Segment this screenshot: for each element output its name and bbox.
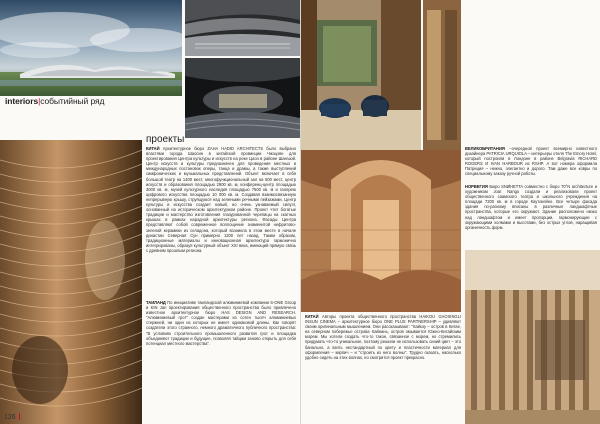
- photo-arts-center: [0, 0, 182, 96]
- country-thailand: ТАИЛАНД: [146, 300, 166, 305]
- photo-auditorium: [185, 58, 300, 138]
- photo-aluminum-grotto: [0, 140, 142, 424]
- country-china: КИТАЙ: [146, 146, 160, 151]
- article-text: –очередной проект всемирно известного дизайнера PATRICIA URQUIOLA – интерьеры отеля The Emory Hotel, который построили в Лондоне в районе Belgravia RICHARD ROGERS И IVAN HARBOUR из RSHP. А вот номера оформила Патриция – нежно, элегантно и дорого. Там даже все ковры по специальному заказу ручной работы.: [465, 146, 597, 177]
- article-norway: [465, 184, 597, 248]
- photo-emory-wall: [423, 0, 461, 150]
- photo-sami-theatre: [465, 250, 600, 424]
- rubric-left: interiors: [5, 96, 39, 106]
- country-china-2: КИТАЙ: [305, 314, 319, 319]
- section-rubric: interiors|событийный ряд: [5, 96, 105, 106]
- section-title: проекты: [146, 134, 185, 145]
- rubric-right: событийный ряд: [40, 96, 105, 106]
- article-text: Архитектурное бюро ZAHA HADID ARCHITECTS было выбрано властями города Шаосин в китайской провинции Чжэцзян для проектирования Центра культуры и искусств на реке Цаоэ в районе Шанъюй. Центр искусств и культуры предназначен для проведения местных и международных постановок оперы, танца и драмы, а также выступлений симфонических и музыкальных представлений. Объект включает в себя большой театр на 1400 мест, многофункциональный зал на 500 мест, центр искусств и образования площадью 2900 кв. м, конференц-центр площадью 3000 кв. м, музей культурного наследия площадью 7500 кв. м и галерею цифрового искусства площадью 10 000 кв. м. Создавая взаимосвязанную непрерывную крышу, струящуюся над зелеными речными пейзажами, Центр культуры и искусства создает новый, но очень узнаваемый силуэт, основанный на историческом архитектурном районе. Проект чтит богатые традиции и мастерство изготовления глазурованной черепицы на скатных крышах в рамках народной архитектуры региона. Фасады Центра представляют собой современное воплощение знаменитой нефритово-зеленой керамики из селадона, который возникла в этом месте в начале династии Северная Сун примерно 1200 лет назад. Таким образом, традиционные материалы и инновационная архитектура гармонично интегрированы, образуя культурный объект XXI века, имеющий прямую связь с древним прошлым региона.: [146, 146, 296, 253]
- country-norway: НОРВЕГИЯ: [465, 184, 488, 189]
- photo-hall-interior: [185, 0, 300, 56]
- article-text: Авторы проекта общественного пространства HAIKOU GAOXINGLI INSUN CINEMA – архитектурное бюро ONE PLUS PARTNERSHIP – удивляют своим оригинальным мышлением. Они рассказывают: "Хайкоу – остров в Китае, на северном побережье острова Хайнань, остров омывается Южно-Китайским морем. Мы хотели создать что-то такое, связанное с морем, но стремились придумать что-то уникальное, поэтому решили не использовать синий цвет – это банально, а взять нестандартный по цвету и пластичности материал для оформления – кирпич – и "строить из него волны". Трудно сказать, насколько удобно сидеть на этих волнах, но смотрится проект прекрасно.: [305, 314, 461, 360]
- country-uk: ВЕЛИКОБРИТАНИЯ: [465, 146, 505, 151]
- article-thailand: [146, 300, 296, 418]
- article-uk: [465, 146, 597, 182]
- right-page: [300, 0, 600, 424]
- article-china-cinema: [305, 314, 461, 422]
- article-text: Бюро SNØHETTA совместно с бюро 70°N architecture и художником Joar Nango создали и реализовали проект общественного саамского театра и школьного учреждения на площади 7200 кв. м в городе Каутокейно. Все четыре фасада здания по-разному вписаны в различные ландшафтные пространства, которые его окружают. Здание расположено низко над ландшафтом и имеет пропорции, гармонирующие с окружающими холмами и высотами, без острых углов, наращивая органичность форм.: [465, 184, 597, 230]
- article-text: По инициативе таиландской алюминиевой компании S-ONE Group и KIN Jan проектирования общественного пространства было привлечено известное архитектурное бюро HAS DESIGN AND RESEARCH. "Алюминиевый грот" создан мастерами из сотен тысяч алюминиевых стержней, ни один из которых не имеет одинаковой длины. Как говорят создатели этого странного, немного драматичного публичного пространства: "В условиях строительного промышленного развития грот и площадка объединяют традиции и будущее, позволяя тайцам заново открыть для себя потенциал местного мастерства".: [146, 300, 296, 346]
- page-number: 126: [4, 413, 20, 421]
- photo-emory-lobby: [301, 0, 421, 150]
- article-china-zaha: [146, 146, 296, 294]
- photo-cinema-brick: [301, 150, 461, 312]
